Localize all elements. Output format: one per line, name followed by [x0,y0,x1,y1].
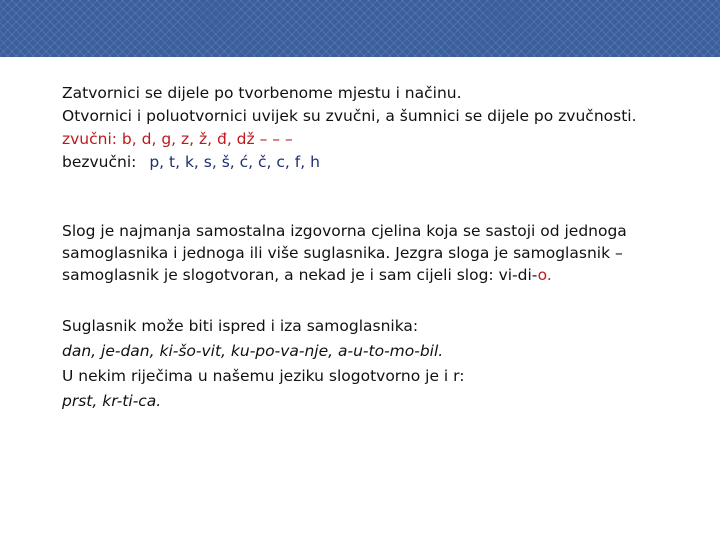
paragraph-consonant-division [62,82,662,174]
paragraph-syllable [62,220,662,286]
voiceless-label: bezvučni: [62,153,137,171]
syllable-definition: Slog je najmanja samostalna izgovorna cjelina koja se sastoji od jednoga samoglasnika i jednoga ili više suglasnika. Jezgra sloga je samoglasnik – samoglasnik je slogotvoran, a nekad je i sam cijeli slog: vi-di- [62,222,627,284]
text-line-sonorants: Otvornici i poluotvornici uvijek su zvučni, a šumnici se dijele po zvučnosti. [62,107,637,125]
syllabic-r-examples: prst, kr-ti-ca. [62,392,162,410]
syllable-highlight: o. [537,266,552,284]
slide-content [62,82,662,414]
examples-intro: Suglasnik može biti ispred i iza samoglasnika: [62,317,419,335]
syllabic-r-intro: U nekim riječima u našemu jeziku slogotvorno je i r: [62,367,465,385]
voiceless-values: p, t, k, s, š, ć, č, c, f, h [149,153,320,171]
top-banner [0,0,720,57]
text-line-stops: Zatvornici se dijele po tvorbenome mjestu i načinu. [62,84,462,102]
voiceless-consonants [62,151,662,174]
examples-words: dan, je-dan, ki-šo-vit, ku-po-va-nje, a-u-to-mo-bil. [62,342,444,360]
paragraph-examples [62,314,662,414]
voiced-consonants: zvučni: b, d, g, z, ž, đ, dž – – – [62,130,293,148]
